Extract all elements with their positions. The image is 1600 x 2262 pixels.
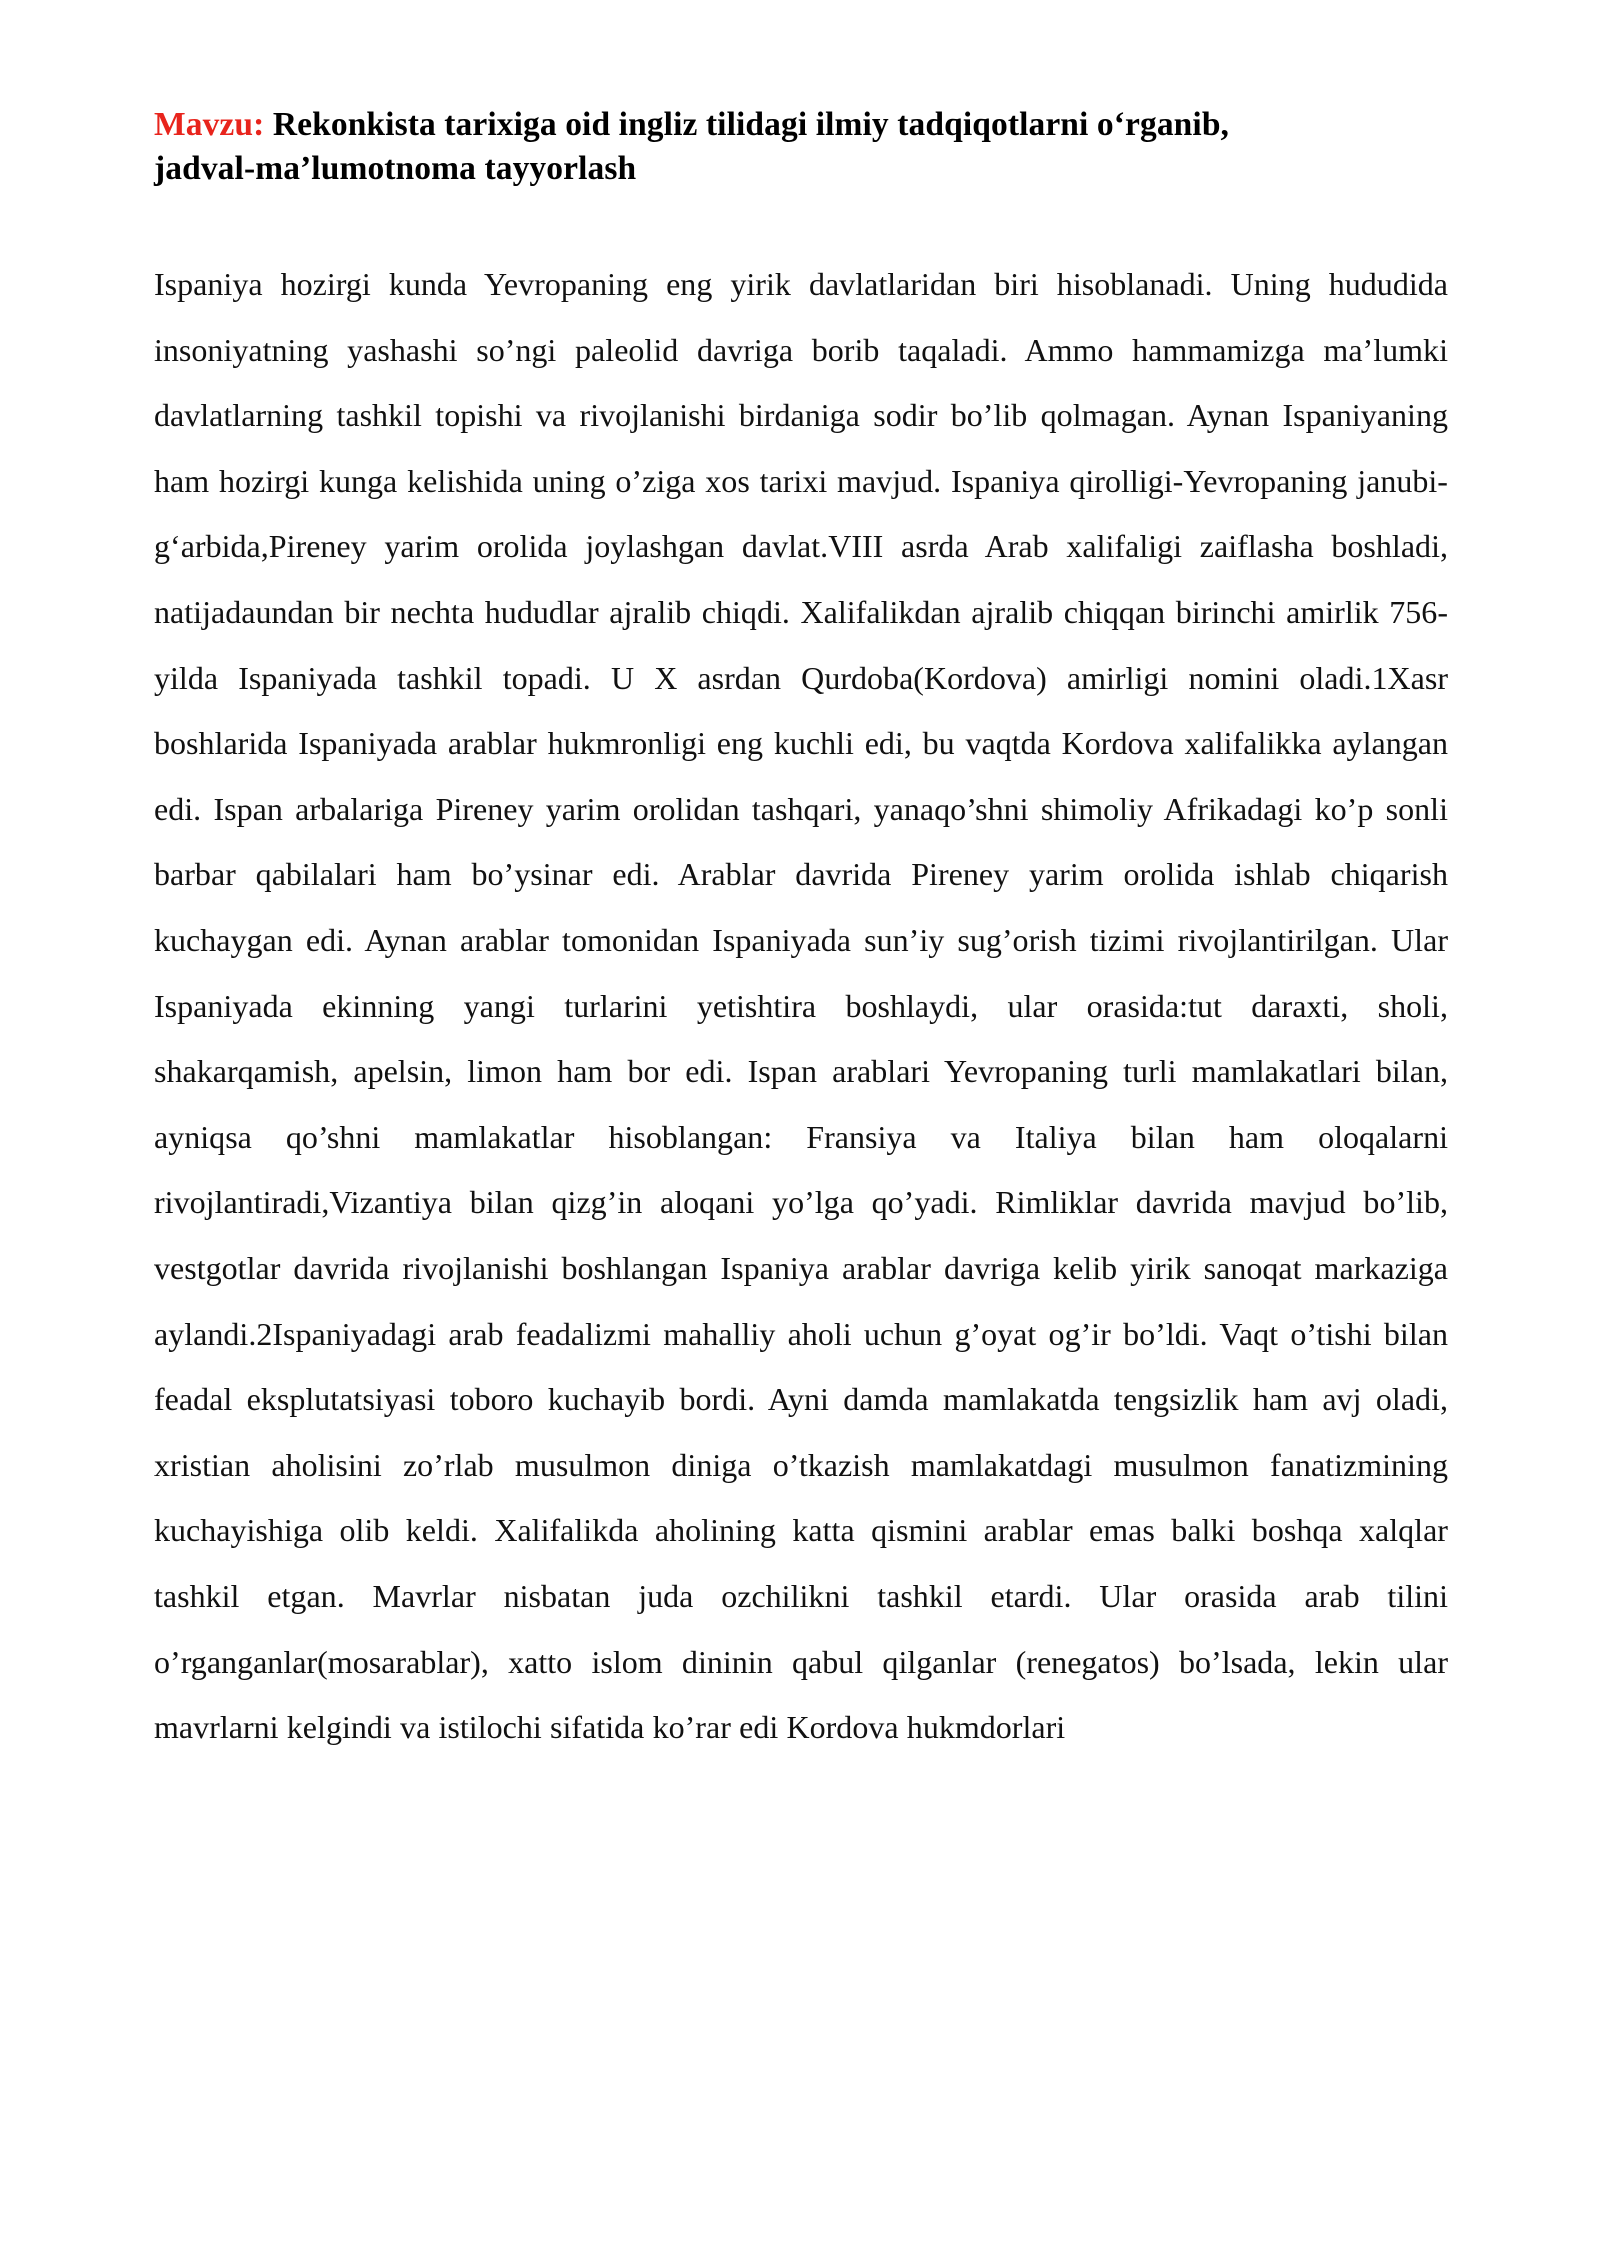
body-paragraph: Ispaniya hozirgi kunda Yevropaning eng yirik davlatlaridan biri hisoblanadi. Uning hududida insoniyatning yashashi so’ngi paleolid davriga borib taqaladi. Ammo hammamizga ma’lumki davlatlarning tashkil topishi va rivojlanishi birdaniga sodir bo’lib qolmagan. Aynan Ispaniyaning ham hozirgi kunga kelishida uning o’ziga xos tarixi mavjud. Ispaniya qirolligi-Yevropaning janubi-g‘arbida,Pireney yarim orolida joylashgan davlat.VIII asrda Arab xalifaligi zaiflasha boshladi, natijadaundan bir nechta hududlar ajralib chiqdi. Xalifalikdan ajralib chiqqan birinchi amirlik 756-yilda Ispaniyada tashkil topadi. U X asrdan Qurdoba(Kordova) amirligi nomini oladi.1Xasr boshlarida Ispaniyada arablar hukmronligi eng kuchli edi, bu vaqtda Kordova xalifalikka aylangan edi. Ispan arbalariga Pireney yarim orolidan tashqari, yanaqo’shni shimoliy Afrikadagi ko’p sonli barbar qabilalari ham bo’ysinar edi. Arablar davrida Pireney yarim orolida ishlab chiqarish kuchaygan edi. Aynan arablar tomonidan Ispaniyada sun’iy sug’orish tizimi rivojlantirilgan. Ular Ispaniyada ekinning yangi turlarini yetishtira boshlaydi, ular orasida:tut daraxti, sholi, shakarqamish, apelsin, limon ham bor edi. Ispan arablari Yevropaning turli mamlakatlari bilan, ayniqsa qo’shni mamlakatlar hisoblangan: Fransiya va Italiya bilan ham oloqalarni rivojlantiradi,Vizantiya bilan qizg’in aloqani yo’lga qo’yadi. Rimliklar davrida mavjud bo’lib, vestgotlar davrida rivojlanishi boshlangan Ispaniya arablar davriga kelib yirik sanoqat markaziga aylandi.2Ispaniyadagi arab feadalizmi mahalliy aholi uchun g’oyat og’ir bo’ldi. Vaqt o’tishi bilan feadal eksplutatsiyasi toboro kuchayib bordi. Ayni damda mamlakatda tengsizlik ham avj oladi, xristian aholisini zo’rlab musulmon diniga o’tkazish mamlakatdagi musulmon fanatizmining kuchayishiga olib keldi. Xalifalikda aholining katta qismini arablar emas balki boshqa xalqlar tashkil etgan. Mavrlar nisbatan juda ozchilikni tashkil etardi. Ular orasida arab tilini o’rganganlar(mosarablar), xatto islom dininin qabul qilganlar (renegatos) bo’lsada, lekin ular mavrlarni kelgindi va istilochi sifatida ko’rar edi Kordova hukmdorlari [154,266,1448,1746]
page-title [154,103,1448,190]
title-line-2: jadval-ma’lumotnoma tayyorlash [154,149,637,187]
title-label: Mavzu: [154,106,265,143]
title-line-1: Rekonkista tarixiga oid ingliz tilidagi ilmiy tadqiqotlarni o‘rganib, [272,106,1230,143]
body-text [154,190,1448,1761]
